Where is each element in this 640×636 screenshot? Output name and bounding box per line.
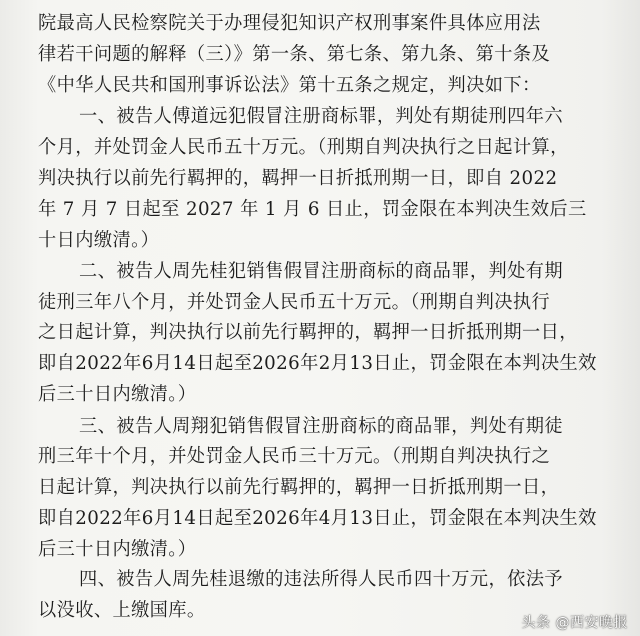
doc-line: 律若干问题的解释（三）》第一条、第七条、第九条、第十条及	[38, 44, 551, 65]
doc-line: 判决执行以前先行羁押的，羁押一日折抵刑期一日，即自 2022	[38, 168, 558, 189]
doc-line: 个月，并处罚金人民币五十万元。（刑期自判决执行之日起计算，	[38, 137, 569, 158]
watermark: 头条 @西安晚报	[521, 615, 628, 631]
doc-line: 《中华人民共和国刑事诉讼法》第十五条之规定，判决如下：	[38, 75, 541, 96]
doc-line: 后三十日内缴清。）	[38, 539, 197, 560]
doc-line: 徒刑三年八个月，并处罚金人民币五十万元。（刑期自判决执行	[38, 292, 551, 313]
doc-line: 二、被告人周先桂犯销售假冒注册商标的商品罪，判处有期	[79, 261, 563, 282]
doc-line: 年 7 月 7 日起至 2027 年 1 月 6 日止，罚金限在本判决生效后三	[38, 199, 587, 220]
doc-line: 四、被告人周先桂退缴的违法所得人民币四十万元，依法予	[79, 569, 563, 590]
doc-line: 即自2022年6月14日起至2026年4月13日止，罚金限在本判决生效	[38, 508, 597, 529]
doc-line: 日起计算，判决执行以前先行羁押的，羁押一日折抵刑期一日，	[38, 477, 560, 498]
doc-line: 后三十日内缴清。）	[38, 384, 197, 405]
doc-line: 十日内缴清。）	[38, 230, 160, 251]
doc-line: 三、被告人周翔犯销售假冒注册商标的商品罪，判处有期徒	[79, 416, 563, 437]
doc-line: 一、被告人傅道远犯假冒注册商标罪，判处有期徒刑四年六	[79, 106, 563, 127]
doc-line: 院最高人民检察院关于办理侵犯知识产权刑事案件具体应用法	[38, 13, 541, 34]
doc-line: 以没收、上缴国库。	[38, 600, 206, 621]
doc-line: 刑三年十个月，并处罚金人民币三十万元。（刑期自判决执行之	[38, 446, 551, 467]
cropped-top-line	[0, 0, 640, 7]
doc-line: 即自2022年6月14日起至2026年2月13日止，罚金限在本判决生效	[38, 353, 597, 374]
doc-line: 之日起计算，判决执行以前先行羁押的，羁押一日折抵刑期一日，	[38, 322, 578, 343]
